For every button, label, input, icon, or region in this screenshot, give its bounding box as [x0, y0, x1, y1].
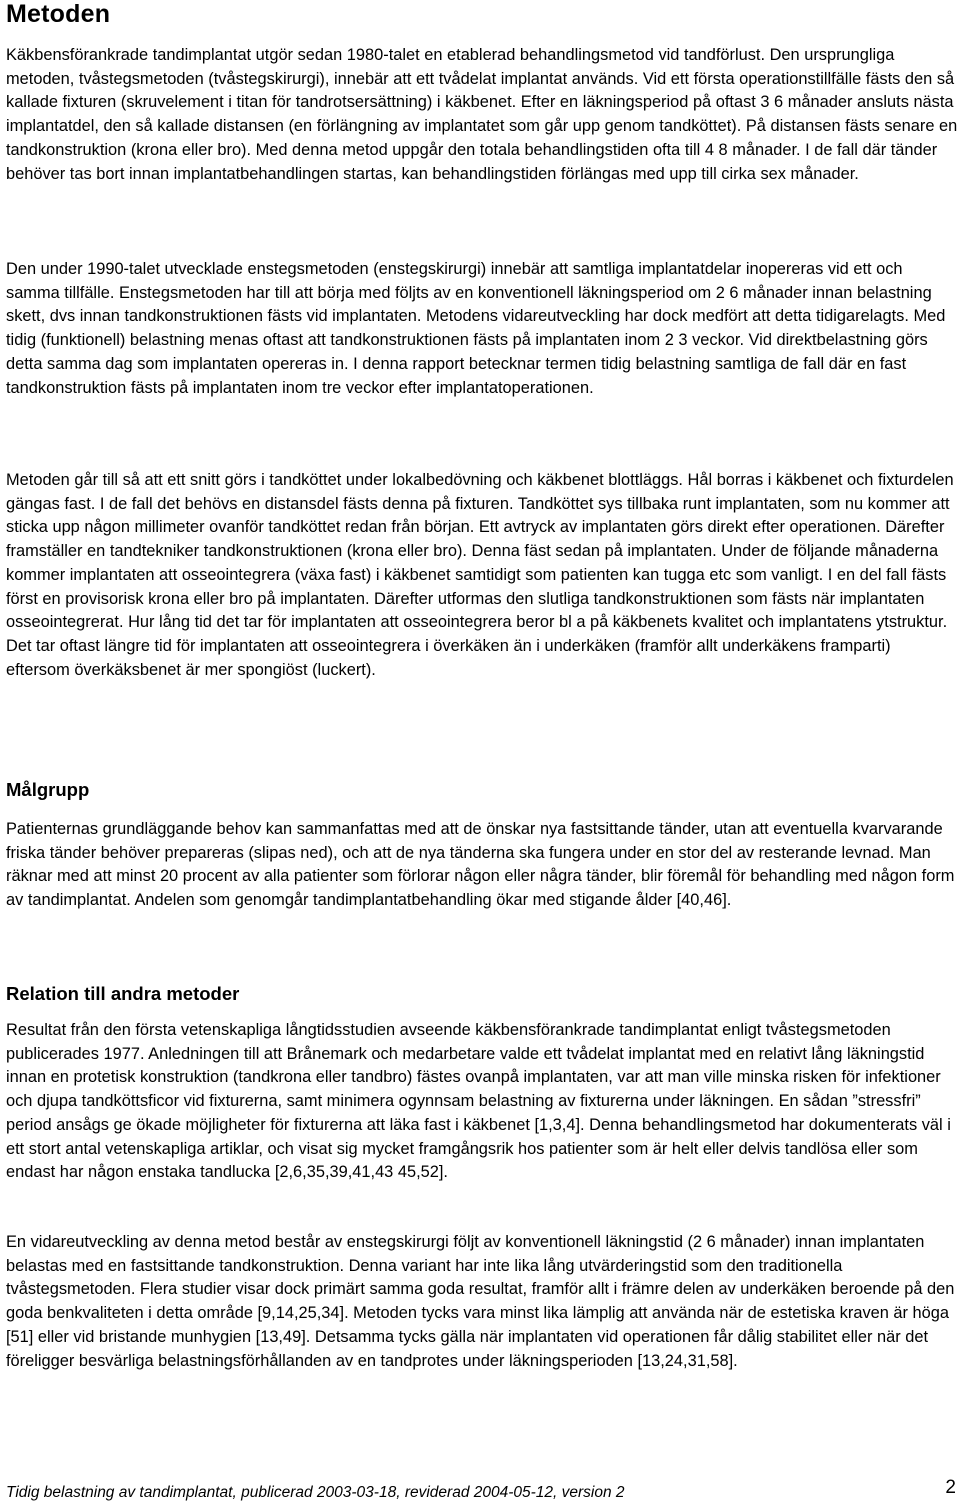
- footer-citation: Tidig belastning av tandimplantat, publicerad 2003-03-18, reviderad 2004-05-12, version 2: [6, 1484, 625, 1501]
- page-footer: [6, 1477, 956, 1502]
- methods-paragraph-2: Den under 1990-talet utvecklade enstegsmetoden (enstegskirurgi) innebär att samtliga implantatdelar inopereras vid ett och samma tillfälle. Enstegsmetoden har till att börja med följts av en konventionell läkningsperiod om 2 6 månader innan belastning skett, dvs innan tandkonstruktionen fästs vid implantaten. Metodens vidareutveckling har dock medfört att detta tidigarelagts. Med tidig (funktionell) belastning menas oftast att tandkonstruktionen fästs på implantaten inom 2 3 veckor. Vid direktbelastning görs detta samma dag som implantaten opereras in. I denna rapport betecknar termen tidig belastning samtliga de fall där en fast tandkonstruktion fästs på implantaten inom tre veckor efter implantatoperationen.: [6, 260, 946, 397]
- methods-paragraph-1: Käkbensförankrade tandimplantat utgör sedan 1980-talet en etablerad behandlingsmetod vid tandförlust. Den ursprungliga metoden, tvåstegsmetoden (tvåstegskirurgi), innebär att ett tvådelat implantat används. Vid ett första operationstillfälle fästs den så kallade fixturen (skruvelement i titan för tandrotsersättning) i käkbenet. Efter en läkningsperiod på oftast 3 6 månader ansluts nästa implantatdel, den så kallade distansen (en förlängning av implantatet som går upp genom tandköttet). På distansen fästs senare en tandkonstruktion (krona eller bro). Med denna metod uppgår den totala behandlingstiden ofta till 4 8 månader. I de fall där tänder behöver tas bort innan implantatbehandlingen startas, kan behandlingstiden förlängas med upp till cirka sex månader.: [6, 46, 958, 183]
- relation-paragraph-1: Resultat från den första vetenskapliga långtidsstudien avseende käkbensförankrade tandimplantat enligt tvåstegsmetoden publicerades 1977. Anledningen till att Brånemark och medarbetare valde ett tvådelat implantat med en relativt lång läkningstid innan en protetisk konstruktion (tandkrona eller tandbro) fästes ovanpå implantaten, var att man ville minska risken för infektioner och djupa tandköttsficor vid fixturerna, samt minimera ogynnsam belastning av fixturerna under läkningen. En sådan ”stressfri” period ansågs ge ökade möjligheter för fixturerna att läka fast i käkbenet [1,3,4]. Denna behandlingsmetod har dokumenterats väl i ett stort antal vetenskapliga artiklar, och visat sig mycket framgångsrik hos patienter som är helt eller delvis tandlösa eller som endast har någon enstaka tandlucka [2,6,35,39,41,43 45,52].: [6, 1021, 951, 1182]
- relation-paragraph-2: En vidareutveckling av denna metod består av enstegskirurgi följt av konventionell läkningstid (2 6 månader) innan implantaten belastas med en fastsittande tandkonstruktion. Denna variant har inte lika lång utvärderingstid som den traditionella tvåstegsmetoden. Flera studier visar dock primärt samma goda resultat, framför allt i främre delen av underkäken beroende på den goda benkvaliteten i detta område [9,14,25,34]. Metoden tycks vara minst lika lämplig att använda när de estetiska kraven är höga [51] eller vid bristande munhygien [13,49]. Detsamma tycks gälla när implantaten vid operationen får dålig stabilitet eller när det föreligger besvärliga belastningsförhållanden av en tandprotes under läkningsperioden [13,24,31,58].: [6, 1233, 955, 1370]
- section-heading-relation: Relation till andra metoder: [6, 983, 240, 1004]
- page-title: Metoden: [6, 0, 111, 28]
- methods-paragraph-3: Metoden går till så att ett snitt görs i tandköttet under lokalbedövning och käkbenet blottläggs. Hål borras i käkbenet och fixturdelen gängas fast. I de fall det behövs en distansdel fästs denna på fixturen. Tandköttet sys tillbaka runt implantaten, som nu kommer att sticka upp någon millimeter ovanför tandköttet redan från början. Ett avtryck av implantaten görs direkt efter operationen. Därefter framställer en tandtekniker tandkonstruktionen (krona eller bro). Denna fäst sedan på implantaten. Under de följande månaderna kommer implantaten att osseointegrera (växa fast) i käkbenet samtidigt som patienten kan tugga etc som vanligt. I en del fall fästs först en provisorisk krona eller bro på implantaten. Därefter utformas den slutliga tandkonstruktionen som fästs när implantaten osseointegrerat. Hur lång tid det tar för implantaten att osseointegrera beror bl a på käkbenets kvalitet och implantatens ytstruktur. Det tar oftast längre tid för implantaten att osseointegrera i överkäken än i underkäken (framför allt underkäkens framparti) eftersom överkäksbenet är mer spongiöst (luckert).: [6, 471, 954, 679]
- section-heading-malgrupp: Målgrupp: [6, 779, 90, 800]
- page-number: 2: [945, 1477, 956, 1498]
- malgrupp-paragraph: Patienternas grundläggande behov kan sammanfattas med att de önskar nya fastsittande tänder, utan att eventuella kvarvarande friska tänder behöver prepareras (slipas ned), och att de nya tänderna ska fungera under en stor del av resterande levnad. Man räknar med att minst 20 procent av alla patienter som förlorar någon eller några tänder, blir föremål för behandling med någon form av tandimplantat. Andelen som genomgår tandimplantatbehandling ökar med stigande ålder [40,46].: [6, 820, 955, 910]
